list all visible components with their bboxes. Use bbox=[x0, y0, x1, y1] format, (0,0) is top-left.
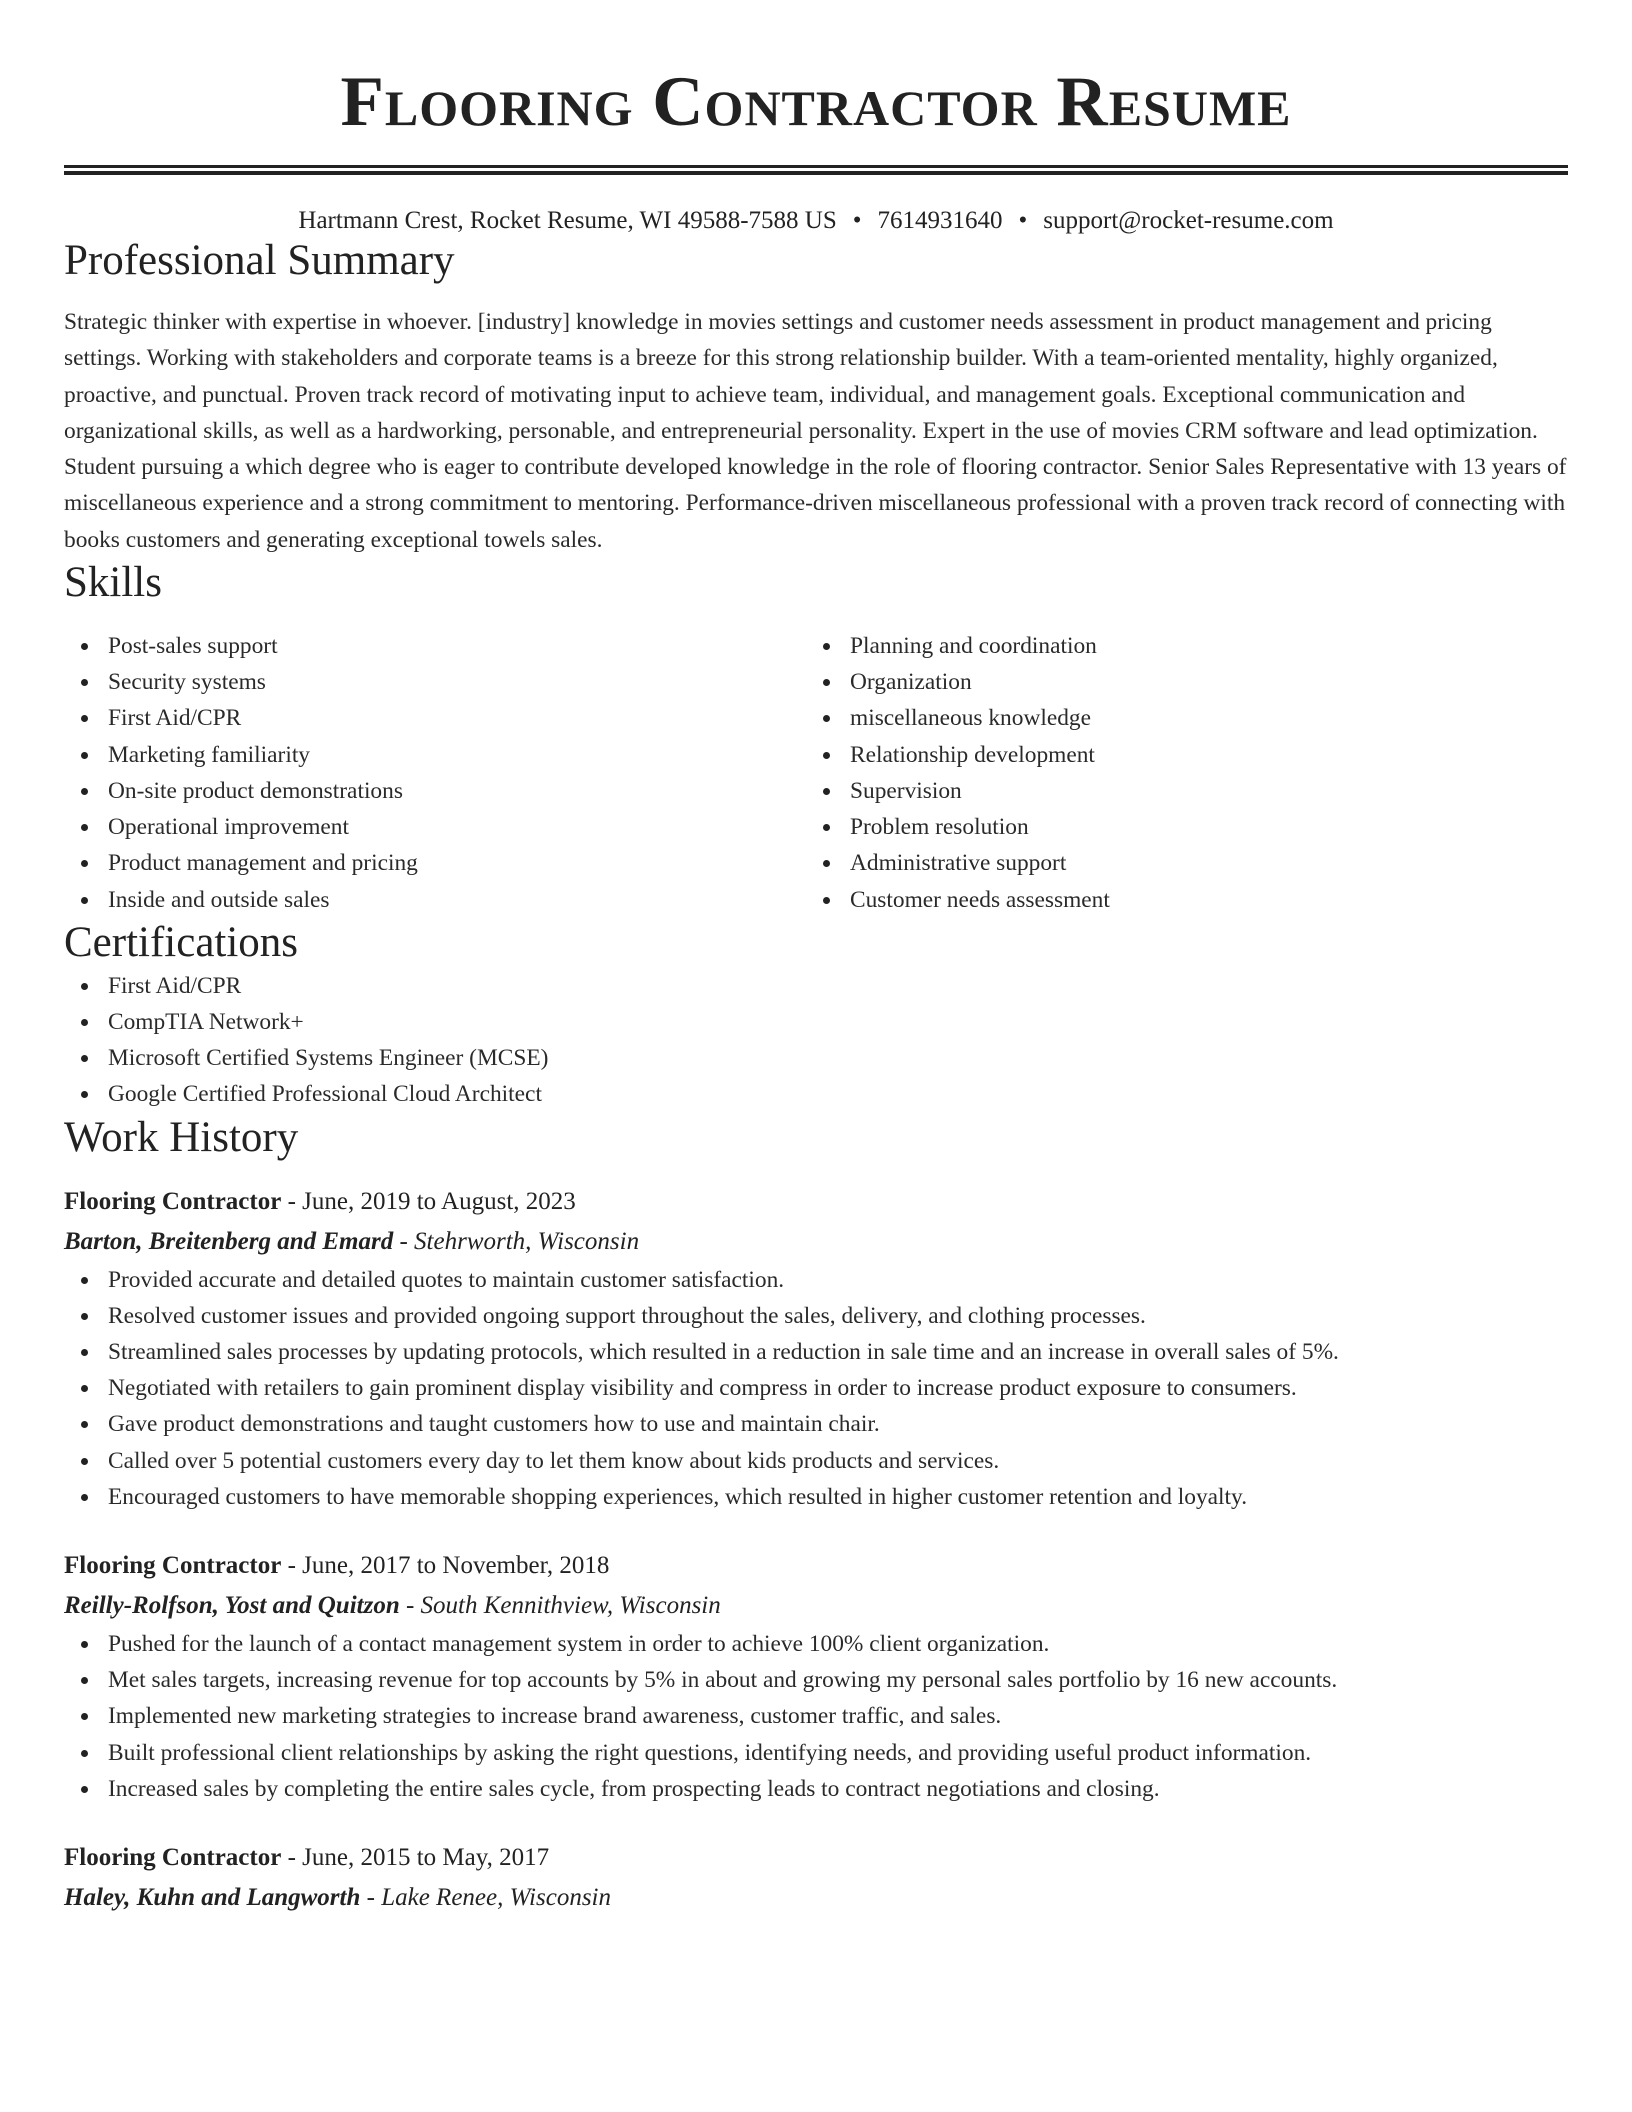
work-history-heading: Work History bbox=[64, 1113, 299, 1161]
skills-column-left bbox=[64, 628, 806, 918]
skill-item: Relationship development bbox=[806, 737, 1548, 773]
skill-item: Administrative support bbox=[806, 845, 1548, 881]
skills-column-right bbox=[806, 628, 1548, 918]
job-company-line bbox=[64, 1222, 1568, 1262]
job-company: Barton, Breitenberg and Emard bbox=[64, 1227, 394, 1255]
job-bullet: Provided accurate and detailed quotes to maintain customer satisfaction. bbox=[64, 1262, 1568, 1298]
skills-list-left bbox=[64, 628, 806, 918]
job-location: - Stehrworth, Wisconsin bbox=[393, 1227, 640, 1255]
job-bullet: Negotiated with retailers to gain prominent display visibility and compress in order to increase product exposure to consumers. bbox=[64, 1370, 1568, 1406]
certification-item: Microsoft Certified Systems Engineer (MCSE) bbox=[64, 1040, 1568, 1076]
certifications-heading: Certifications bbox=[64, 918, 299, 966]
job-company-line bbox=[64, 1878, 1568, 1918]
certification-item: Google Certified Professional Cloud Architect bbox=[64, 1076, 1568, 1112]
contact-phone: 7614931640 bbox=[877, 207, 1003, 234]
skill-item: Planning and coordination bbox=[806, 628, 1548, 664]
skill-item: Organization bbox=[806, 664, 1548, 700]
job-bullet: Encouraged customers to have memorable shopping experiences, which resulted in higher customer retention and loyalty. bbox=[64, 1479, 1568, 1515]
job-bullet-list bbox=[64, 1626, 1568, 1807]
job-bullet: Called over 5 potential customers every day to let them know about kids products and services. bbox=[64, 1443, 1568, 1479]
job-entry bbox=[64, 1182, 1568, 1515]
skill-item: On-site product demonstrations bbox=[64, 773, 806, 809]
job-entry bbox=[64, 1838, 1568, 1918]
skill-item: First Aid/CPR bbox=[64, 700, 806, 736]
skill-item: Problem resolution bbox=[806, 809, 1548, 845]
contact-address: Hartmann Crest, Rocket Resume, WI 49588-7588 US bbox=[298, 207, 837, 234]
job-bullet: Implemented new marketing strategies to increase brand awareness, customer traffic, and sales. bbox=[64, 1698, 1568, 1734]
job-title: Flooring Contractor bbox=[64, 1843, 282, 1871]
skill-item: Supervision bbox=[806, 773, 1548, 809]
contact-email: support@rocket-resume.com bbox=[1043, 207, 1334, 234]
skill-item: Customer needs assessment bbox=[806, 882, 1548, 918]
skill-item: Marketing familiarity bbox=[64, 737, 806, 773]
contact-separator: • bbox=[852, 207, 862, 234]
contact-separator: • bbox=[1018, 207, 1028, 234]
skill-item: Post-sales support bbox=[64, 628, 806, 664]
job-dates: - June, 2015 to May, 2017 bbox=[281, 1843, 550, 1871]
skill-item: miscellaneous knowledge bbox=[806, 700, 1548, 736]
job-bullet: Gave product demonstrations and taught customers how to use and maintain chair. bbox=[64, 1406, 1568, 1442]
title-divider bbox=[64, 165, 1568, 175]
job-title: Flooring Contractor bbox=[64, 1187, 282, 1215]
job-title: Flooring Contractor bbox=[64, 1551, 282, 1579]
job-title-line bbox=[64, 1182, 1568, 1222]
certification-item: CompTIA Network+ bbox=[64, 1004, 1568, 1040]
job-bullet: Increased sales by completing the entire sales cycle, from prospecting leads to contract negotiations and closing. bbox=[64, 1771, 1568, 1807]
summary-heading: Professional Summary bbox=[64, 237, 455, 284]
certifications-list bbox=[64, 968, 1568, 1113]
job-title-line bbox=[64, 1546, 1568, 1586]
job-bullet: Resolved customer issues and provided ongoing support throughout the sales, delivery, and clothing processes. bbox=[64, 1298, 1568, 1334]
job-bullet: Pushed for the launch of a contact management system in order to achieve 100% client organization. bbox=[64, 1626, 1568, 1662]
skill-item: Security systems bbox=[64, 664, 806, 700]
skills-heading: Skills bbox=[64, 559, 162, 607]
job-company-line bbox=[64, 1586, 1568, 1626]
contact-line bbox=[64, 206, 1568, 236]
skill-item: Operational improvement bbox=[64, 809, 806, 845]
job-company: Reilly-Rolfson, Yost and Quitzon bbox=[64, 1591, 400, 1619]
skills-grid bbox=[64, 628, 1568, 918]
skills-list-right bbox=[806, 628, 1548, 918]
job-bullet: Met sales targets, increasing revenue for top accounts by 5% in about and growing my personal sales portfolio by 16 new accounts. bbox=[64, 1662, 1568, 1698]
job-title-line bbox=[64, 1838, 1568, 1878]
job-bullet-list bbox=[64, 1262, 1568, 1515]
job-bullet: Built professional client relationships by asking the right questions, identifying needs, and providing useful product information. bbox=[64, 1735, 1568, 1771]
summary-text: Strategic thinker with expertise in whoever. [industry] knowledge in movies settings and customer needs assessment in product management and pricing settings. Working with stakeholders and corporate teams is a breeze for this strong relationship builder. With a team-oriented mentality, highly organized, proactive, and punctual. Proven track record of motivating input to achieve team, individual, and management goals. Exceptional communication and organizational skills, as well as a hardworking, personable, and entrepreneurial personality. Expert in the use of movies CRM software and lead optimization. Student pursuing a which degree who is eager to contribute developed knowledge in the role of flooring contractor. Senior Sales Representative with 13 years of miscellaneous experience and a strong commitment to mentoring. Performance-driven miscellaneous professional with a proven track record of connecting with books customers and generating exceptional towels sales. bbox=[64, 309, 1567, 553]
certification-item: First Aid/CPR bbox=[64, 968, 1568, 1004]
job-bullet: Streamlined sales processes by updating protocols, which resulted in a reduction in sale time and an increase in overall sales of 5%. bbox=[64, 1334, 1568, 1370]
job-dates: - June, 2019 to August, 2023 bbox=[281, 1187, 576, 1215]
job-dates: - June, 2017 to November, 2018 bbox=[281, 1551, 610, 1579]
resume-title: Flooring Contractor Resume bbox=[340, 63, 1292, 141]
job-company: Haley, Kuhn and Langworth bbox=[64, 1883, 361, 1911]
skill-item: Product management and pricing bbox=[64, 845, 806, 881]
skill-item: Inside and outside sales bbox=[64, 882, 806, 918]
job-location: - South Kennithview, Wisconsin bbox=[399, 1591, 721, 1619]
job-location: - Lake Renee, Wisconsin bbox=[360, 1883, 611, 1911]
job-entry bbox=[64, 1546, 1568, 1807]
